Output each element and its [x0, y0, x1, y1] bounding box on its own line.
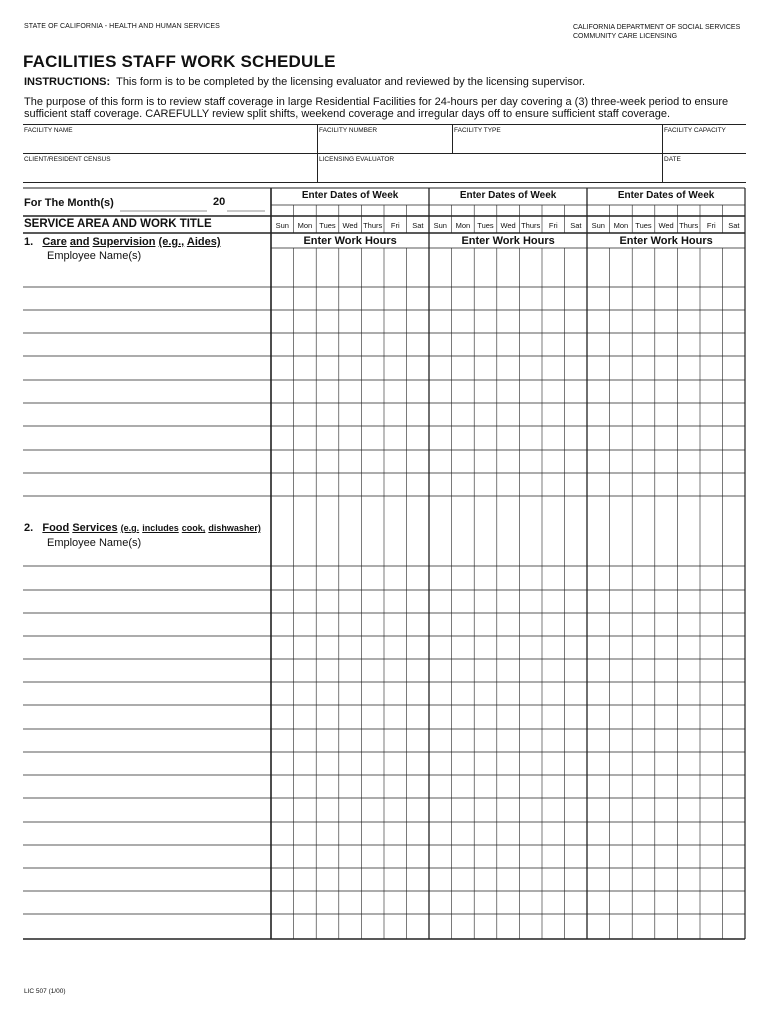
day-label-sun: Sun: [591, 221, 605, 230]
instructions-label: INSTRUCTIONS:: [24, 76, 111, 88]
day-label-thurs: Thurs: [679, 221, 699, 230]
section-1-title: [24, 236, 221, 248]
facility-number-label: FACILITY NUMBER: [319, 127, 378, 134]
section-2-number: 2.: [24, 522, 34, 534]
day-label-mon: Mon: [297, 221, 313, 230]
day-label-tues: Tues: [477, 221, 494, 230]
section-2-word-1: Food: [42, 522, 70, 534]
section-1-word-2: and: [69, 236, 90, 248]
day-label-wed: Wed: [342, 221, 358, 230]
form-title: FACILITIES STAFF WORK SCHEDULE: [23, 52, 336, 71]
year-prefix: 20: [213, 196, 226, 208]
section-1-word-5: Aides): [186, 236, 221, 248]
week-2-hours-header: Enter Work Hours: [461, 235, 555, 247]
day-label-mon: Mon: [613, 221, 629, 230]
day-label-fri: Fri: [706, 221, 716, 230]
day-label-thurs: Thurs: [363, 221, 383, 230]
agency-right-line1: CALIFORNIA DEPARTMENT OF SOCIAL SERVICES: [573, 24, 741, 31]
section-2-word-3: (e.g.: [120, 523, 140, 533]
week-2-dates-header: Enter Dates of Week: [459, 190, 557, 201]
section-1-employee-label: Employee Name(s): [47, 250, 142, 262]
day-label-wed: Wed: [658, 221, 674, 230]
day-label-sat: Sat: [570, 221, 582, 230]
licensing-evaluator-label: LICENSING EVALUATOR: [319, 156, 395, 163]
section-1-word-3: Supervision: [92, 236, 156, 248]
day-label-wed: Wed: [500, 221, 516, 230]
section-2-title: [24, 522, 261, 534]
day-label-tues: Tues: [635, 221, 652, 230]
day-label-fri: Fri: [548, 221, 558, 230]
week-1-dates-header: Enter Dates of Week: [301, 190, 399, 201]
week-3-dates-header: Enter Dates of Week: [617, 190, 715, 201]
facility-capacity-label: FACILITY CAPACITY: [664, 127, 726, 134]
week-1-hours-header: Enter Work Hours: [303, 235, 397, 247]
date-label: DATE: [664, 156, 681, 163]
section-2-word-4: includes: [142, 523, 179, 533]
section-2-word-6: dishwasher): [208, 523, 261, 533]
client-census-label: CLIENT/RESIDENT CENSUS: [24, 156, 111, 163]
section-1-number: 1.: [24, 236, 34, 248]
day-label-sat: Sat: [728, 221, 740, 230]
section-1-word-1: Care: [42, 236, 67, 248]
week-3-hours-header: Enter Work Hours: [619, 235, 713, 247]
day-label-mon: Mon: [455, 221, 471, 230]
form-number: LIC 507 (1/00): [24, 988, 66, 995]
facility-name-label: FACILITY NAME: [24, 127, 73, 134]
day-label-sat: Sat: [412, 221, 424, 230]
section-2-word-2: Services: [72, 522, 118, 534]
purpose-text: The purpose of this form is to review staff coverage in large Residential Facilities for 24-hours per day covering a (3) three-week period to ensure sufficient staff coverage. CAREFULLY review split shifts, weekend coverage and irregular days off to ensure sufficient staff coverage.: [24, 96, 729, 120]
section-1-word-4: (e.g.,: [158, 236, 185, 248]
facility-type-label: FACILITY TYPE: [454, 127, 501, 134]
instructions-text: This form is to be completed by the licensing evaluator and reviewed by the licensing supervisor.: [116, 76, 586, 88]
month-label: For The Month(s): [24, 197, 114, 209]
section-2-employee-label: Employee Name(s): [47, 537, 142, 549]
day-label-fri: Fri: [390, 221, 400, 230]
day-label-sun: Sun: [275, 221, 289, 230]
agency-right-line2: COMMUNITY CARE LICENSING: [573, 33, 678, 40]
section-2-word-5: cook,: [181, 523, 206, 533]
agency-left: STATE OF CALIFORNIA - HEALTH AND HUMAN SERVICES: [24, 23, 220, 30]
day-label-thurs: Thurs: [521, 221, 541, 230]
day-label-tues: Tues: [319, 221, 336, 230]
service-area-title: SERVICE AREA AND WORK TITLE: [24, 218, 212, 230]
day-label-sun: Sun: [433, 221, 447, 230]
